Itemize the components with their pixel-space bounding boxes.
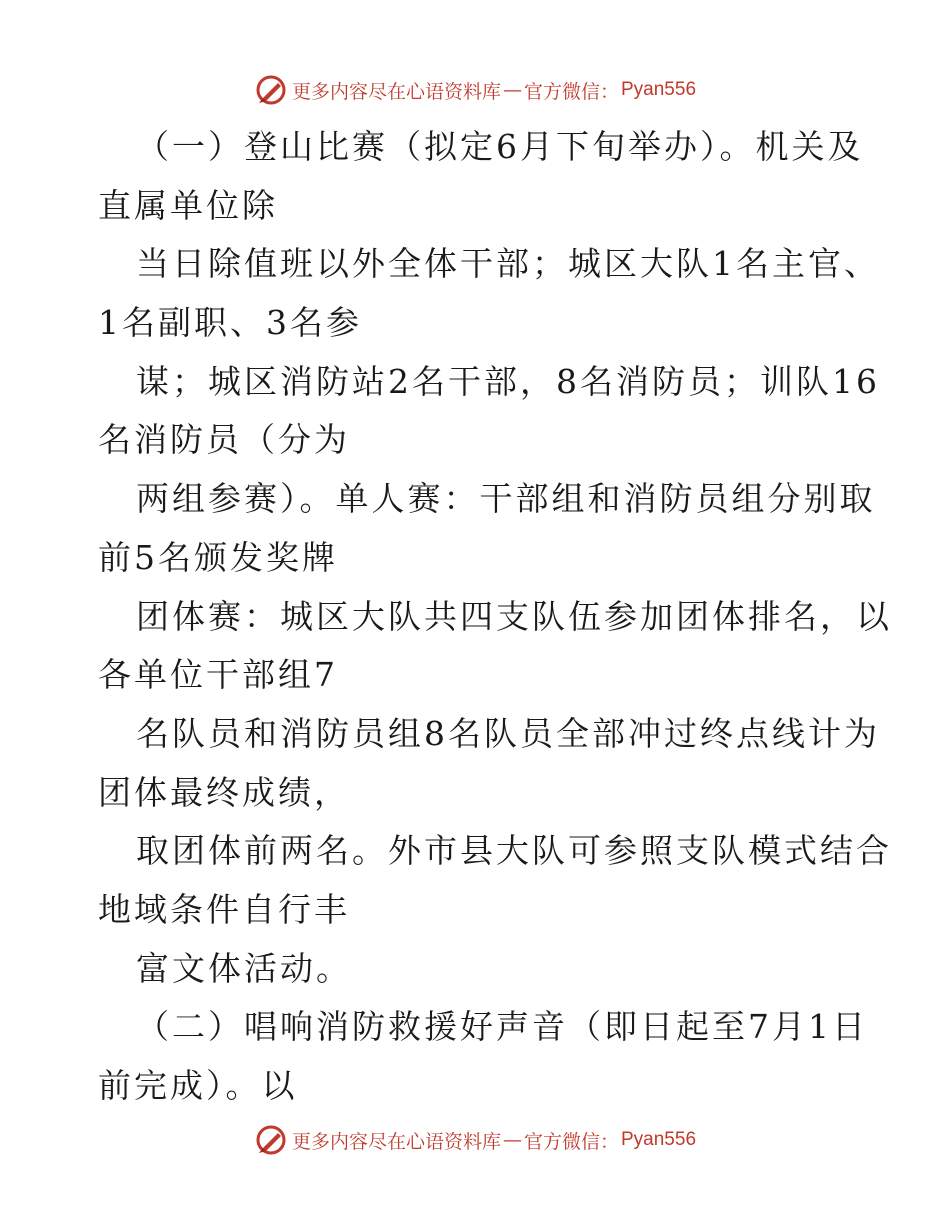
footer-wechat-id: Pyan556	[621, 1129, 697, 1150]
footer-wechat-label: 官方微信：	[523, 1130, 619, 1153]
body-line: 当日除值班以外全体干部；城区大队1名主官、	[136, 244, 880, 284]
body-line: 1名副职、3名参	[98, 303, 362, 343]
body-line: 团体赛：城区大队共四支队伍参加团体排名，以	[136, 596, 892, 636]
footer-banner-text: 更多内容尽在心语资料库	[291, 1130, 501, 1153]
body-line: 前5名颁发奖牌	[98, 537, 338, 577]
pen-logo-icon	[254, 73, 288, 107]
body-line: 地域条件自行丰	[98, 889, 350, 929]
pen-logo-icon	[254, 1123, 288, 1157]
body-line: 富文体活动。	[136, 948, 352, 988]
body-line: 两组参赛）。单人赛：干部组和消防员组分别取	[136, 479, 876, 519]
body-line: 名队员和消防员组8名队员全部冲过终点线计为	[136, 713, 880, 753]
body-line: 取团体前两名。外市县大队可参照支队模式结合	[136, 831, 892, 871]
header-banner	[0, 70, 950, 110]
body-line: （二）唱响消防救援好声音（即日起至7月1日	[136, 1007, 868, 1047]
body-line: 前完成）。以	[98, 1066, 298, 1105]
body-line: （一）登山比赛（拟定6月下旬举办）。机关及	[136, 127, 864, 166]
header-wechat-id: Pyan556	[621, 79, 697, 100]
body-line: 各单位干部组7	[98, 655, 338, 695]
header-wechat-label: 官方微信：	[523, 80, 619, 103]
body-line: 谋；城区消防站2名干部，8名消防员；训队16	[136, 361, 880, 401]
body-line: 直属单位除	[98, 185, 278, 225]
body-line: 团体最终成绩，	[98, 772, 350, 812]
footer-banner	[0, 1120, 950, 1160]
body-line: 名消防员（分为	[98, 420, 350, 460]
header-banner-separator: —	[502, 79, 522, 101]
document-body	[98, 118, 892, 1116]
header-banner-text: 更多内容尽在心语资料库	[291, 80, 501, 103]
footer-banner-separator: —	[502, 1129, 522, 1151]
